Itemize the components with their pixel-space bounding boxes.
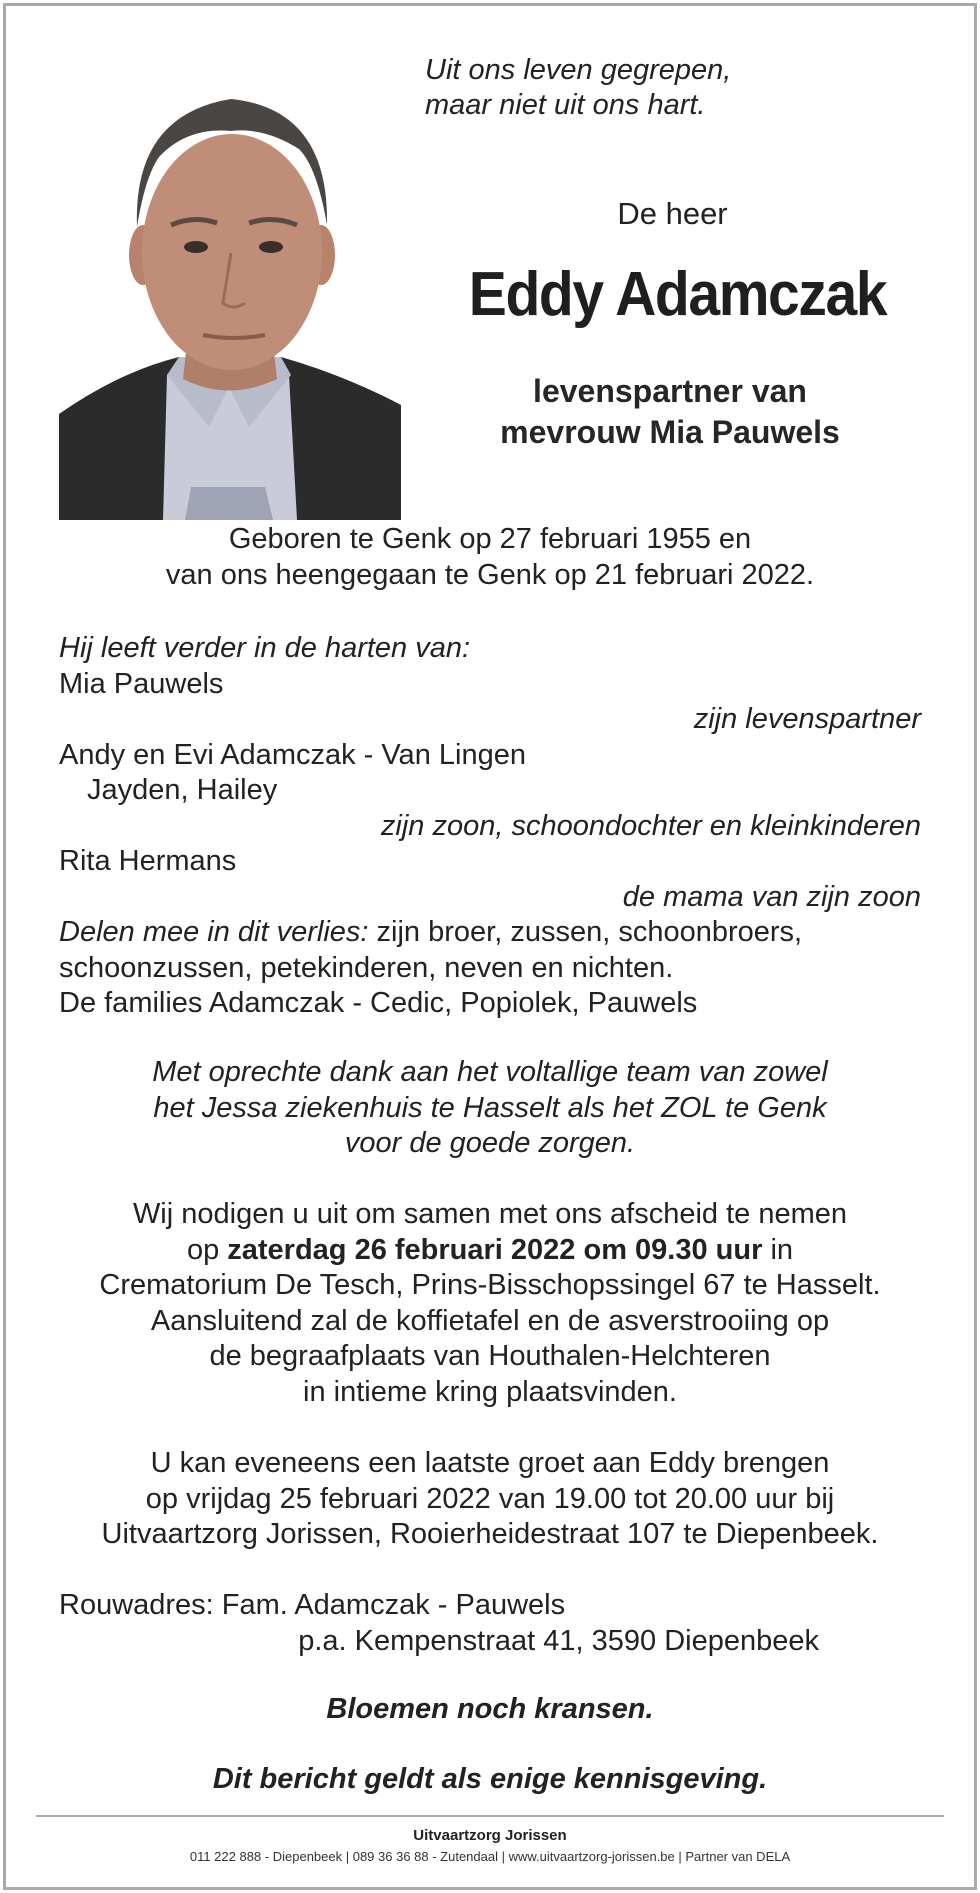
invite-line-4: Aansluitend zal de koffietafel en de asverstrooiing op xyxy=(150,1304,830,1337)
invite-line-1: Wij nodigen u uit om samen met ons afscheid te nemen xyxy=(132,1198,848,1230)
portrait-illustration xyxy=(59,57,401,520)
funeral-home-contact: 011 222 888 - Diepenbeek | 089 36 36 88 - Zutendaal | www.uitvaartzorg-jorissen.be | Partner van DELA xyxy=(189,1849,791,1864)
survivor-name: Jayden, Hailey xyxy=(87,774,278,806)
visitation-info xyxy=(60,1446,920,1553)
survivors-list xyxy=(59,631,921,1022)
thanks-line-2: het Jessa ziekenhuis te Hasselt als het ZOL te Genk xyxy=(153,1091,827,1124)
mourning-address xyxy=(59,1588,819,1659)
address-line-1: Rouwadres: Fam. Adamczak - Pauwels xyxy=(59,1589,566,1621)
ceremony-date: zaterdag 26 februari 2022 om 09.30 uur xyxy=(227,1233,763,1266)
motto-line-1: Uit ons leven gegrepen, xyxy=(425,54,732,86)
invite-line-3: Crematorium De Tesch, Prins-Bisschopssingel 67 te Hasselt. xyxy=(99,1269,881,1301)
relation xyxy=(440,371,900,453)
death-line: van ons heengegaan te Genk op 21 februari 2022. xyxy=(165,558,815,591)
share-line-2: schoonzussen, petekinderen, neven en nichten. xyxy=(59,951,674,984)
motto-line-2: maar niet uit ons hart. xyxy=(425,89,706,121)
footer-divider xyxy=(36,1815,944,1817)
families-line: De families Adamczak - Cedic, Popiolek, Pauwels xyxy=(59,987,698,1019)
survivor-name: Rita Hermans xyxy=(59,845,237,877)
address-line-2: p.a. Kempenstraat 41, 3590 Diepenbeek xyxy=(298,1624,819,1657)
greet-line-3: Uitvaartzorg Jorissen, Rooierheidestraat 107 te Diepenbeek. xyxy=(101,1518,879,1550)
thanks-line-1: Met oprechte dank aan het voltallige team van zowel xyxy=(152,1056,828,1088)
flowers-note: Bloemen noch kransen. xyxy=(326,1693,654,1725)
thanks-message xyxy=(60,1055,920,1162)
deceased-name: Eddy Adamczak xyxy=(468,260,887,329)
share-text: zijn broer, zussen, schoonbroers, xyxy=(368,916,803,948)
greet-line-1: U kan eveneens een laatste groet aan Eddy brengen xyxy=(150,1447,830,1479)
notice-note: Dit bericht geldt als enige kennisgeving. xyxy=(212,1763,768,1795)
invite-line-6: in intieme kring plaatsvinden. xyxy=(303,1375,677,1408)
honorific: De heer xyxy=(617,196,728,231)
invite-pre: op xyxy=(186,1233,228,1266)
survivor-name: Mia Pauwels xyxy=(59,667,224,700)
thanks-line-3: voor de goede zorgen. xyxy=(344,1127,636,1159)
survivor-role: zijn levenspartner xyxy=(693,703,921,735)
invite-post: in xyxy=(762,1233,794,1266)
relation-line-1: levenspartner van xyxy=(533,373,807,409)
funeral-home-name: Uitvaartzorg Jorissen xyxy=(413,1827,567,1844)
portrait-photo xyxy=(59,57,401,520)
relation-line-2: mevrouw Mia Pauwels xyxy=(500,414,840,450)
motto xyxy=(425,53,945,123)
survivor-role: de mama van zijn zoon xyxy=(622,880,921,913)
greet-line-2: op vrijdag 25 februari 2022 van 19.00 tot 20.00 uur bij xyxy=(145,1482,835,1515)
ceremony-invitation xyxy=(60,1197,920,1410)
share-line xyxy=(59,915,921,951)
invite-line-5: de begraafplaats van Houthalen-Helchteren xyxy=(209,1340,771,1372)
invite-line-2 xyxy=(60,1233,920,1269)
birth-line: Geboren te Genk op 27 februari 1955 en xyxy=(228,523,752,555)
survivors-intro: Hij leeft verder in de harten van: xyxy=(59,632,471,664)
birth-death-info xyxy=(60,522,920,593)
share-label: Delen mee in dit verlies: xyxy=(59,916,369,948)
survivor-name: Andy en Evi Adamczak - Van Lingen xyxy=(59,738,526,771)
survivor-role: zijn zoon, schoondochter en kleinkinderen xyxy=(380,809,921,842)
